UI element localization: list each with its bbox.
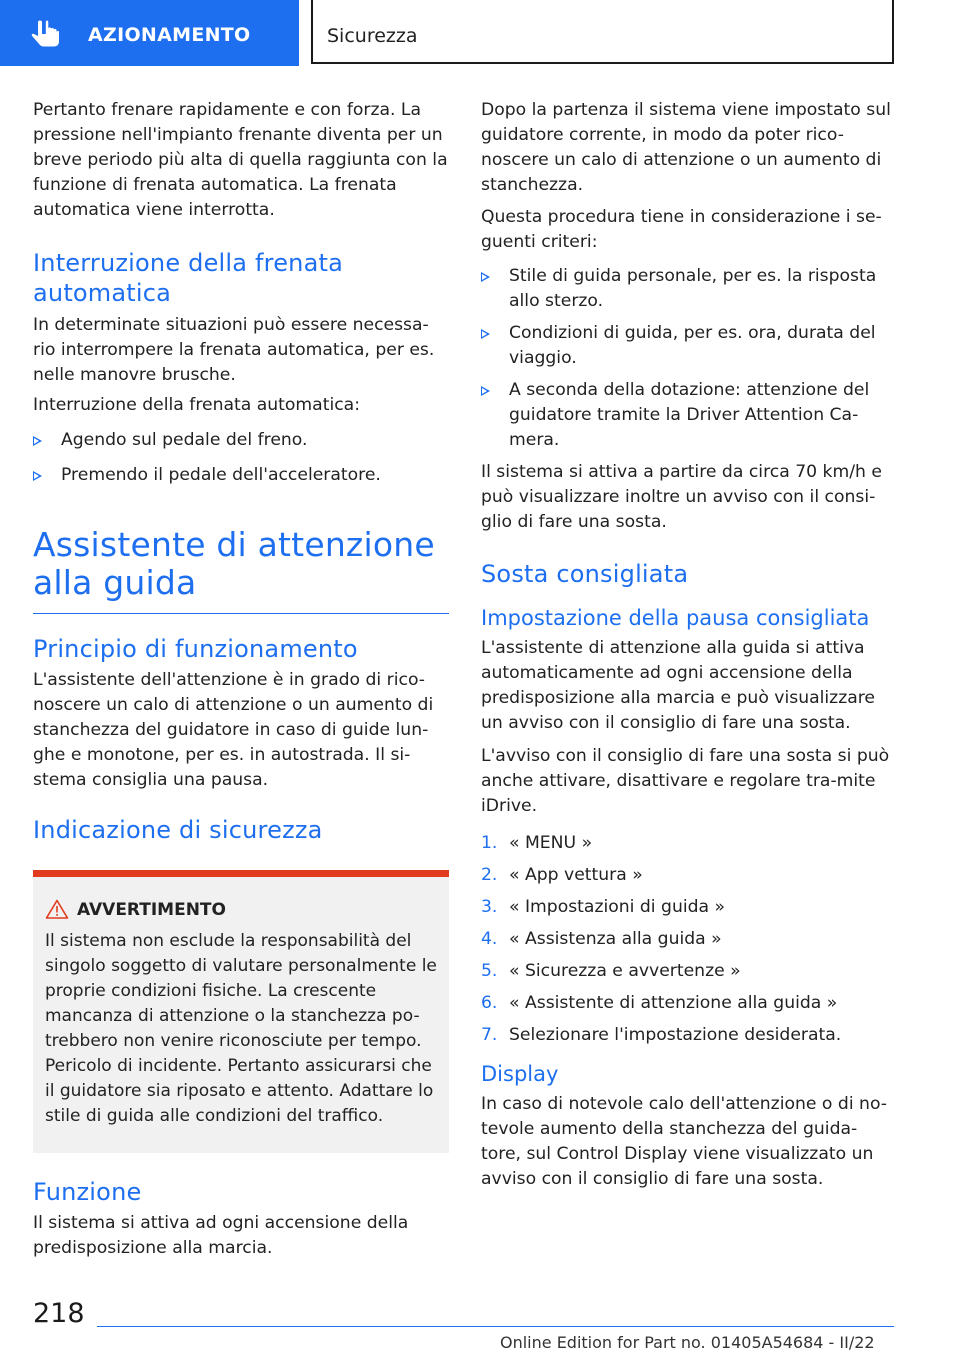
steps-list: [481, 831, 897, 1048]
intro-paragraph: Pertanto frenare rapidamente e con forza. La pressione nell'impianto frenante diventa per un breve periodo più alta di quella raggiunta con la funzione di frenata automatica. La frenata automatica viene interrotta.: [33, 100, 448, 220]
triangle-bullet-icon: [33, 436, 42, 446]
rest-subheading: Impostazione della pausa consigliata: [481, 606, 870, 630]
triangle-bullet-icon: [481, 329, 490, 339]
step-item: 3. « Impostazioni di guida »: [481, 897, 726, 917]
rest-heading: Sosta consigliata: [481, 560, 689, 588]
criteria-list: [481, 264, 897, 453]
chapter-title: Assistente di attenzione alla guida: [33, 525, 435, 602]
footer-edition: Online Edition for Part no. 01405A54684 - II/22: [500, 1333, 875, 1352]
display-paragraph: In caso di notevole calo dell'attenzione o di no-tevole aumento della stanchezza del guida-tore, sul Control Display viene visualizzato un avviso con il consiglio di fare una sosta.: [481, 1094, 887, 1189]
warning-text: Il sistema non esclude la responsabilità del singolo soggetto di valutare personalmente le proprie condizioni fisiche. La crescente mancanza di attenzione o la stanchezza po-trebbero non venire riconosciute per tempo. Pericolo di incidente. Pertanto assicurarsi che il guidatore sia riposato e attento. Adattare lo stile di guida alle condizioni del traffico.: [45, 931, 437, 1126]
section-tab: [0, 0, 299, 66]
footer-rule: [97, 1326, 894, 1327]
subsection-label: Sicurezza: [327, 25, 418, 47]
step-item: 5. « Sicurezza e avvertenze »: [481, 961, 741, 981]
principle-paragraph: L'assistente dell'attenzione è in grado di rico-noscere un calo di attenzione o un aumento di stanchezza del guidatore in caso di guide lun-ghe e monotone, per es. in autostrada. Il si-stema consiglia una pausa.: [33, 670, 434, 790]
activation-paragraph: Il sistema si attiva a partire da circa 70 km/h e può visualizzare inoltre un avviso con il consi-glio di fare una sosta.: [481, 462, 882, 532]
subsection-box: [311, 0, 894, 64]
function-paragraph: Il sistema si attiva ad ogni accensione della predisposizione alla marcia.: [33, 1213, 409, 1258]
triangle-bullet-icon: [481, 386, 490, 396]
list-item: A seconda della dotazione: attenzione del guidatore tramite la Driver Attention Ca-mera.: [481, 378, 897, 453]
safety-heading: Indicazione di sicurezza: [33, 816, 323, 844]
rest-paragraph-2: L'avviso con il consiglio di fare una sosta si può anche attivare, disattivare e regolare tra-mite iDrive.: [481, 746, 890, 816]
step-item: 6. « Assistente di attenzione alla guida »: [481, 993, 838, 1013]
interruption-list: [33, 428, 449, 488]
warning-box: [33, 870, 449, 1153]
display-heading: Display: [481, 1062, 559, 1086]
left-column: [33, 98, 449, 1261]
chapter-rule: [33, 613, 449, 614]
interruption-heading: Interruzione della frenata automatica: [33, 249, 344, 307]
list-item: Premendo il pedale dell'acceleratore.: [33, 463, 449, 488]
list-item: Condizioni di guida, per es. ora, durata del viaggio.: [481, 321, 897, 371]
section-label: AZIONAMENTO: [88, 24, 251, 46]
interruption-paragraph: In determinate situazioni può essere necessa-rio interrompere la frenata automatica, per es. nelle manovre brusche.: [33, 315, 435, 385]
criteria-lead: Questa procedura tiene in considerazione i se-guenti criteri:: [481, 207, 882, 252]
step-item: 1. « MENU »: [481, 833, 593, 853]
triangle-bullet-icon: [33, 471, 42, 481]
list-item: Agendo sul pedale del freno.: [33, 428, 449, 453]
step-item: 7. Selezionare l'impostazione desiderata.: [481, 1025, 842, 1045]
rest-paragraph-1: L'assistente di attenzione alla guida si attiva automaticamente ad ogni accensione della predisposizione alla marcia e può visualizzare un avviso con il consiglio di fare una sosta.: [481, 638, 876, 733]
function-heading: Funzione: [33, 1178, 142, 1206]
list-item: Stile di guida personale, per es. la risposta allo sterzo.: [481, 264, 897, 314]
warning-triangle-icon: [45, 899, 69, 919]
page-number: 218: [33, 1298, 85, 1329]
warning-title: AVVERTIMENTO: [45, 899, 439, 921]
principle-heading: Principio di funzionamento: [33, 635, 358, 663]
right-column: [481, 98, 897, 1192]
steering-hand-icon: [30, 18, 64, 50]
step-item: 2. « App vettura »: [481, 865, 643, 885]
step-item: 4. « Assistenza alla guida »: [481, 929, 722, 949]
interruption-lead: Interruzione della frenata automatica:: [33, 395, 360, 415]
setup-paragraph: Dopo la partenza il sistema viene impostato sul guidatore corrente, in modo da poter rico-noscere un calo di attenzione o un aumento di stanchezza.: [481, 100, 891, 195]
triangle-bullet-icon: [481, 272, 490, 282]
